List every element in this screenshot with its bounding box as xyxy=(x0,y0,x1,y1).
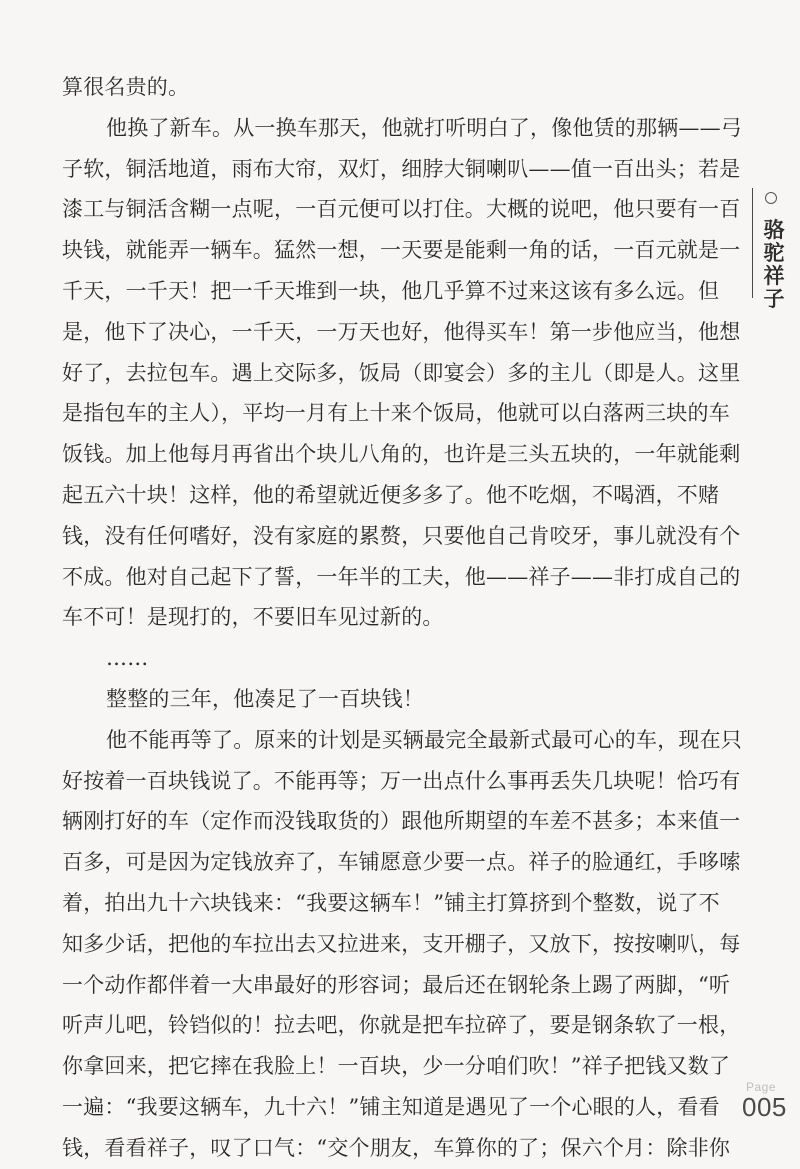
body-text xyxy=(62,67,742,1169)
text-line: 车不可！是现打的，不要旧车见过新的。 xyxy=(62,605,444,630)
text-line: 百多，可是因为定钱放弃了，车铺愿意少要一点。祥子的脸通红，手哆嗦 xyxy=(62,850,741,875)
text-line: 不成。他对自己起下了誓，一年半的工夫，他——祥子——非打成自己的 xyxy=(62,564,741,589)
text-line: 漆工与铜活含糊一点呢，一百元便可以打住。大概的说吧，他只要有一百 xyxy=(62,197,741,222)
text-line: 听声儿吧，铃铛似的！拉去吧，你就是把车拉碎了，要是钢条软了一根， xyxy=(62,1013,741,1038)
text-line: 是指包车的主人），平均一月有上十来个饭局，他就可以白落两三块的车 xyxy=(62,401,730,426)
page-label: Page xyxy=(746,1080,777,1094)
text-line: 钱，没有任何嗜好，没有家庭的累赘，只要他自己肯咬牙，事儿就没有个 xyxy=(62,523,741,548)
text-line: 块钱，就能弄一辆车。猛然一想，一天要是能剩一角的话，一百元就是一 xyxy=(62,238,741,263)
page-number: 005 xyxy=(742,1092,787,1122)
text-line: 着，拍出九十六块钱来：“我要这辆车！”铺主打算挤到个整数，说了不 xyxy=(62,890,720,915)
text-line: 好按着一百块钱说了。不能再等；万一出点什么事再丢失几块呢！恰巧有 xyxy=(62,768,741,793)
text-line: 子软，铜活地道，雨布大帘，双灯，细脖大铜喇叭——值一百出头；若是 xyxy=(62,156,741,181)
text-line: 钱，看看祥子，叹了口气：“交个朋友，车算你的了；保六个月：除非你 xyxy=(62,1135,731,1160)
text-line: 一遍：“我要这辆车，九十六！”铺主知道是遇见了一个心眼的人，看看 xyxy=(62,1094,720,1119)
text-line: 好了，去拉包车。遇上交际多，饭局（即宴会）多的主儿（即是人。这里 xyxy=(62,360,741,385)
text-line: 千天，一千天！把一千天堆到一块，他几乎算不过来这该有多么远。但 xyxy=(62,278,720,303)
text-line: 知多少话，把他的车拉出去又拉进来，支开棚子，又放下，按按喇叭，每 xyxy=(62,931,741,956)
text-line: 算很名贵的。 xyxy=(62,75,190,99)
text-line: 一个动作都伴着一大串最好的形容词；最后还在钢轮条上踢了两脚，“听 xyxy=(62,972,731,997)
side-book-title: 骆驼祥子 xyxy=(763,217,785,311)
text-line: 辆刚打好的车（定作而没钱取货的）跟他所期望的车差不甚多；本来值一 xyxy=(62,809,741,834)
circle-bullet-icon xyxy=(765,192,777,204)
text-line: 他不能再等了。原来的计划是买辆最完全最新式最可心的车，现在只 xyxy=(106,727,742,752)
text-line: 你拿回来，把它摔在我脸上！一百块，少一分咱们吹！”祥子把钱又数了 xyxy=(62,1054,731,1079)
text-line: 他换了新车。从一换车那天，他就打听明白了，像他赁的那辆——弓 xyxy=(106,115,742,140)
text-line: …… xyxy=(106,646,149,671)
text-line: 是，他下了决心，一千天，一万天也好，他得买车！第一步他应当，他想 xyxy=(62,319,741,344)
text-line: 整整的三年，他凑足了一百块钱！ xyxy=(106,686,424,711)
text-line: 起五六十块！这样，他的希望就近便多多了。他不吃烟，不喝酒，不赌 xyxy=(62,482,720,507)
text-line: 饭钱。加上他每月再省出个块儿八角的，也许是三头五块的，一年就能剩 xyxy=(62,442,741,467)
